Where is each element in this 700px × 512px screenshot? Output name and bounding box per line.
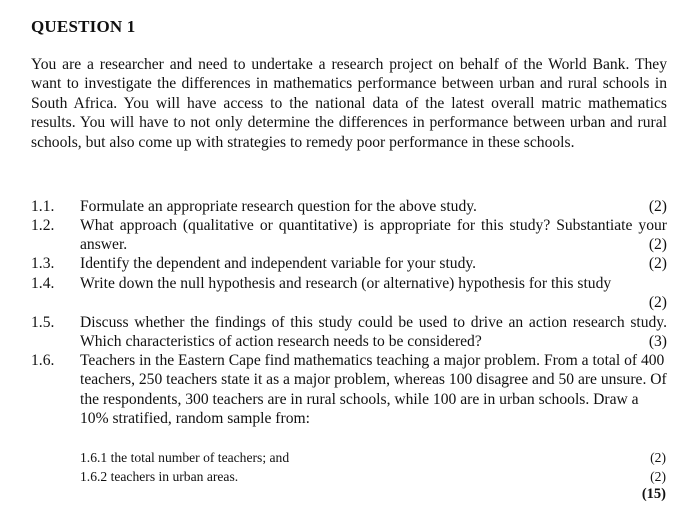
question-text: Formulate an appropriate research question for the above study.	[80, 198, 477, 215]
question-marks: (2)	[648, 236, 667, 254]
subquestion-marks: (2)	[650, 450, 666, 465]
question-text-wrap	[80, 197, 667, 216]
question-text-wrap	[80, 313, 667, 352]
question-text: Teachers in the Eastern Cape find mathematics teaching a major problem. From a total of 400 teachers, 250 teachers state it as a major problem, whereas 100 disagree and 50 are unsure. Of the respondents, 300 teachers are in rural schools, while 100 are in urban schools. Draw a 10% stratified, random sample from:	[80, 352, 667, 428]
question-marks: (3)	[648, 333, 667, 351]
question-number: 1.2.	[31, 217, 55, 234]
question-text-wrap	[80, 351, 667, 429]
subquestion-label: 1.6.1 the total number of teachers; and	[80, 450, 290, 465]
total-marks: (15)	[641, 486, 666, 502]
question-number: 1.1.	[31, 198, 55, 215]
question-heading: QUESTION 1	[31, 17, 136, 36]
question-number: 1.4.	[31, 275, 55, 292]
question-text: Identify the dependent and independent variable for your study.	[80, 255, 477, 272]
intro-paragraph: You are a researcher and need to undertake a research project on behalf of the World Bank. They want to investigate the differences in mathematics performance between urban and rural schools in South Africa. You will have access to the national data of the latest overall matric mathematics results. You will have to not only determine the differences in performance between urban and rural schools, but also come up with strategies to remedy poor performance in these schools.	[31, 56, 667, 151]
question-text-wrap	[80, 254, 667, 273]
question-marks: (2)	[648, 294, 667, 312]
question-text: What approach (qualitative or quantitative) is appropriate for this study? Substantiate your answer.	[80, 217, 667, 254]
question-number: 1.3.	[31, 255, 55, 272]
question-text: Write down the null hypothesis and research (or alternative) hypothesis for this study	[80, 275, 612, 292]
question-text: Discuss whether the findings of this study could be used to drive an action research study. Which characteristics of action research needs to be considered?	[80, 314, 667, 351]
question-marks: (2)	[648, 255, 667, 272]
question-number: 1.5.	[31, 314, 55, 331]
question-text-wrap	[80, 216, 667, 255]
subquestion-marks: (2)	[650, 469, 666, 484]
question-text-wrap	[80, 274, 667, 313]
question-marks: (2)	[648, 198, 667, 215]
question-number: 1.6.	[31, 352, 55, 369]
subquestion-label: 1.6.2 teachers in urban areas.	[80, 469, 239, 484]
